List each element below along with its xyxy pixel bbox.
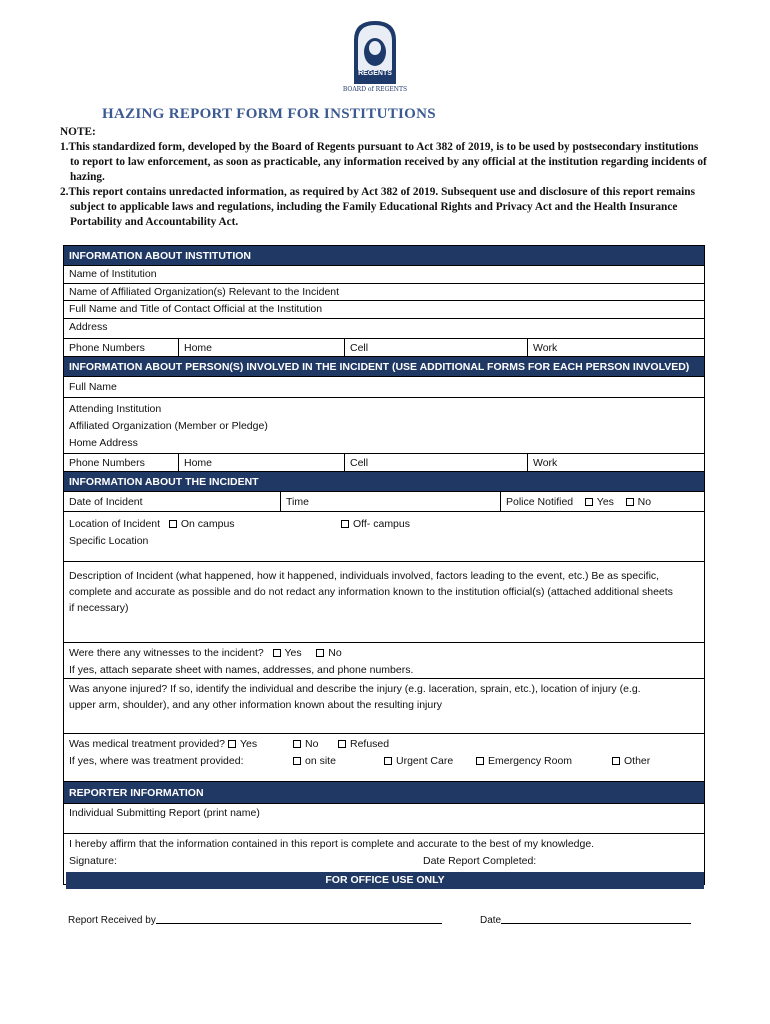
report-received-row [68, 913, 442, 926]
incident-description-field[interactable]: Description of Incident (what happened, how it happened, individuals involved, factors leading to the event, etc.) Be as specific, complete and accurate as possible and do not redact any information known to the institution official(s) (attached additional sheets if necessary) [69, 570, 673, 614]
office-date-line[interactable] [501, 913, 691, 924]
person-affiliated-org-field[interactable]: Affiliated Organization (Member or Pledge) [69, 420, 268, 432]
witnesses-yes-checkbox[interactable] [273, 649, 281, 657]
witnesses-no-label: No [328, 647, 342, 659]
location-label: Location of Incident [69, 518, 161, 530]
persons-header: INFORMATION ABOUT PERSON(S) INVOLVED IN THE INCIDENT (USE ADDITIONAL FORMS FOR EACH PERSON INVOLVED) [64, 357, 704, 377]
incident-header: INFORMATION ABOUT THE INCIDENT [64, 472, 704, 492]
institution-home-phone[interactable]: Home [178, 339, 344, 356]
report-received-label: Report Received by [68, 915, 156, 926]
institution-cell-phone[interactable]: Cell [344, 339, 528, 356]
urgent-care-label: Urgent Care [396, 755, 454, 767]
witnesses-row [64, 645, 704, 662]
medical-no-label: No [305, 738, 319, 750]
medical-refused-label: Refused [350, 738, 390, 750]
person-phone-label: Phone Numbers [69, 457, 145, 469]
police-notified-label: Police Notified [506, 496, 574, 508]
urgent-care-checkbox[interactable] [384, 757, 392, 765]
institution-address-field[interactable]: Address [69, 321, 108, 333]
date-of-incident-field[interactable]: Date of Incident [69, 496, 143, 508]
witness-note: If yes, attach separate sheet with names, addresses, and phone numbers. [69, 664, 414, 676]
on-campus-label: On campus [180, 518, 235, 530]
institution-name-field[interactable]: Name of Institution [69, 268, 157, 280]
specific-location-field[interactable]: Specific Location [69, 535, 149, 547]
off-campus-checkbox[interactable] [341, 520, 349, 528]
note-item-2: 2.This report contains unredacted information, as required by Act 382 of 2019. Subsequent use and disclosure of this report remains subject to applicable laws and regulations, including the Family Educational Rights and Privacy Act and the Health Insurance Portability and Accountability Act. [60, 186, 695, 228]
police-notified-group [500, 492, 704, 511]
attending-institution-field[interactable]: Attending Institution [69, 403, 162, 415]
affirmation-text: I hereby affirm that the information contained in this report is complete and accurate to the best of my knowledge. [69, 838, 595, 850]
witnesses-question: Were there any witnesses to the incident? [69, 647, 264, 659]
institution-header: INFORMATION ABOUT INSTITUTION [64, 246, 704, 266]
office-use-header: FOR OFFICE USE ONLY [66, 872, 704, 889]
other-checkbox[interactable] [612, 757, 620, 765]
medical-yes-label: Yes [239, 738, 258, 750]
police-yes-checkbox[interactable] [585, 498, 593, 506]
on-campus-checkbox[interactable] [169, 520, 177, 528]
contact-official-field[interactable]: Full Name and Title of Contact Official at the Institution [69, 303, 323, 315]
signature-row [64, 853, 704, 870]
witnesses-yes-label: Yes [284, 647, 302, 659]
person-cell-phone[interactable]: Cell [344, 454, 528, 471]
medical-question: Was medical treatment provided? [69, 738, 226, 750]
institution-phone-label: Phone Numbers [69, 342, 145, 354]
office-date-label: Date [480, 915, 502, 926]
office-date-row [480, 913, 691, 926]
institution-work-phone[interactable]: Work [527, 339, 704, 356]
medical-no-checkbox[interactable] [293, 740, 301, 748]
individual-submitting-field[interactable]: Individual Submitting Report (print name) [69, 807, 260, 819]
injury-description-field[interactable]: Was anyone injured? If so, identify the individual and describe the injury (e.g. laceration, sprain, etc.), location of injury (e.g. upper arm, shoulder), and any other information known about the resulting injury [69, 683, 641, 711]
other-label: Other [624, 755, 651, 767]
person-full-name-field[interactable]: Full Name [69, 381, 117, 393]
police-no-label: No [637, 496, 652, 508]
police-yes-label: Yes [596, 496, 614, 508]
treatment-location-question: If yes, where was treatment provided: [69, 755, 244, 767]
person-home-phone[interactable]: Home [178, 454, 344, 471]
location-row [64, 516, 704, 533]
time-field[interactable]: Time [280, 492, 500, 511]
form-title: HAZING REPORT FORM FOR INSTITUTIONS [102, 106, 436, 122]
notes-block [60, 125, 710, 230]
reporter-header: REPORTER INFORMATION [64, 782, 704, 804]
logo-caption: BOARD of REGENTS [342, 86, 408, 93]
police-no-checkbox[interactable] [626, 498, 634, 506]
person-work-phone[interactable]: Work [527, 454, 704, 471]
affiliated-organization-field[interactable]: Name of Affiliated Organization(s) Relevant to the Incident [69, 286, 340, 298]
home-address-field[interactable]: Home Address [69, 437, 138, 449]
emergency-room-checkbox[interactable] [476, 757, 484, 765]
hazing-form-table [63, 245, 705, 885]
date-completed-field[interactable]: Date Report Completed: [423, 855, 537, 867]
treatment-location-row [64, 753, 704, 770]
report-received-line[interactable] [156, 913, 442, 924]
medical-row [64, 736, 704, 753]
notes-heading: NOTE: [60, 126, 96, 138]
emergency-room-label: Emergency Room [488, 755, 573, 767]
signature-field[interactable]: Signature: [69, 855, 117, 867]
witnesses-no-checkbox[interactable] [316, 649, 324, 657]
on-site-checkbox[interactable] [293, 757, 301, 765]
medical-refused-checkbox[interactable] [338, 740, 346, 748]
medical-yes-checkbox[interactable] [228, 740, 236, 748]
on-site-label: on site [305, 755, 336, 767]
off-campus-label: Off- campus [353, 518, 410, 530]
logo-banner: REGENTS [358, 70, 392, 77]
note-item-1: 1.This standardized form, developed by the Board of Regents pursuant to Act 382 of 2019, is to be used by postsecondary institutions to report to law enforcement, as soon as practicable, any information received by any official at the institution regarding incidents of hazing. [60, 141, 707, 183]
